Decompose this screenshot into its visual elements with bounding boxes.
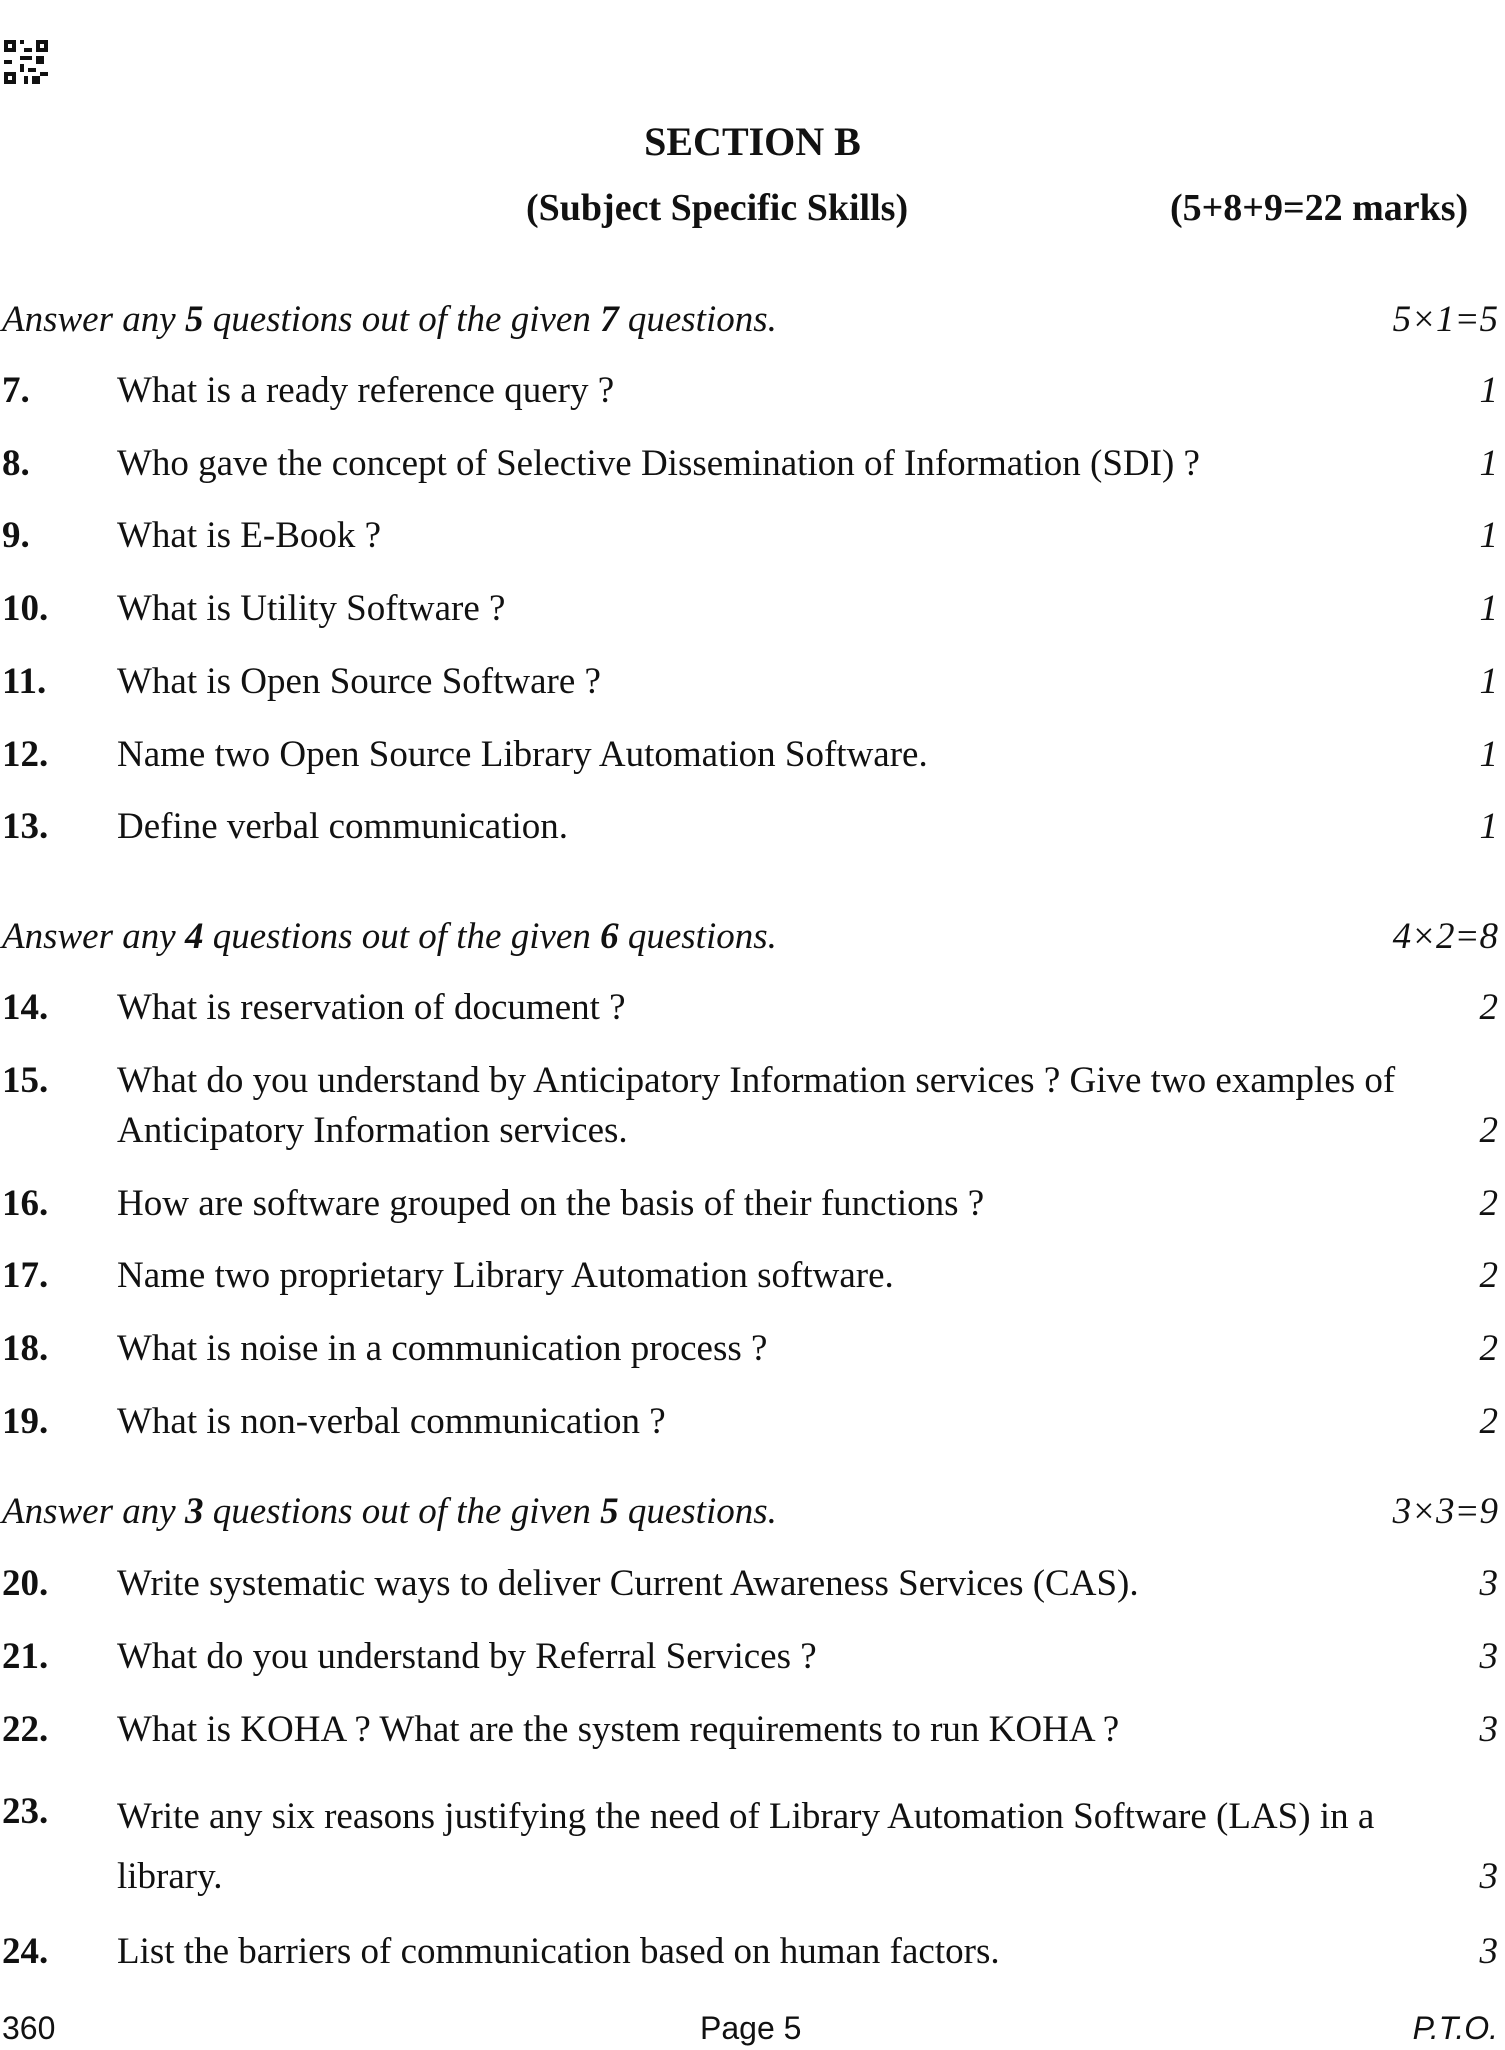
question-number: 24. (2, 1931, 49, 1972)
question-mark: 3 (1479, 1563, 1498, 1604)
question-mark: 1 (1479, 806, 1498, 847)
question-mark: 1 (1479, 370, 1498, 411)
question-mark: 2 (1479, 1328, 1498, 1369)
question-text: How are software grouped on the basis of their functions ? (117, 1183, 985, 1224)
question-mark: 3 (1479, 1709, 1498, 1750)
question-text: Write systematic ways to deliver Current Awareness Services (CAS). (117, 1563, 1139, 1604)
question-mark: 2 (1479, 1110, 1498, 1151)
question-text: What is E-Book ? (117, 515, 382, 556)
group-instruction (0, 915, 1500, 965)
instruction-text: Answer any 5 questions out of the given 7 questions. (2, 299, 777, 340)
question-number: 21. (2, 1636, 49, 1677)
question-text: What is reservation of document ? (117, 987, 626, 1028)
question-number: 23. (2, 1791, 49, 1832)
question-mark: 1 (1479, 588, 1498, 629)
question-mark: 2 (1479, 987, 1498, 1028)
question-text: Name two Open Source Library Automation Software. (117, 734, 928, 775)
page-footer (0, 2010, 1500, 2050)
instruction-marks: 5×1=5 (1392, 299, 1498, 340)
question-mark: 2 (1479, 1255, 1498, 1296)
section-marks-total: (5+8+9=22 marks) (1170, 187, 1469, 229)
section-title: SECTION B (644, 119, 861, 164)
group-instruction (0, 1490, 1500, 1540)
question-number: 7. (2, 370, 30, 411)
paper-code: 360 (2, 2010, 56, 2046)
question-mark: 3 (1479, 1636, 1498, 1677)
question-number: 8. (2, 443, 30, 484)
question-mark: 1 (1479, 661, 1498, 702)
question-text: Who gave the concept of Selective Dissemination of Information (SDI) ? (117, 443, 1200, 484)
group-instruction (0, 298, 1500, 348)
question-text: What is KOHA ? What are the system requirements to run KOHA ? (117, 1709, 1120, 1750)
question-number: 16. (2, 1183, 49, 1224)
question-text: What is Utility Software ? (117, 588, 506, 629)
question-mark: 1 (1479, 734, 1498, 775)
instruction-text: Answer any 4 questions out of the given 6 questions. (2, 916, 777, 957)
question-number: 17. (2, 1255, 49, 1296)
question-text: Name two proprietary Library Automation software. (117, 1255, 894, 1296)
question-mark: 1 (1479, 443, 1498, 484)
question-mark: 2 (1479, 1401, 1498, 1442)
question-number: 22. (2, 1709, 49, 1750)
instruction-marks: 4×2=8 (1392, 916, 1498, 957)
question-text: What is non-verbal communication ? (117, 1401, 666, 1442)
question-text: List the barriers of communication based on human factors. (117, 1931, 1000, 1972)
question-number: 14. (2, 987, 49, 1028)
question-number: 13. (2, 806, 49, 847)
question-number: 11. (2, 661, 47, 702)
question-number: 19. (2, 1401, 49, 1442)
question-number: 20. (2, 1563, 49, 1604)
question-text: What is a ready reference query ? (117, 370, 615, 411)
question-mark: 1 (1479, 515, 1498, 556)
qr-code-icon (4, 40, 48, 84)
pto-label: P.T.O. (1412, 2010, 1498, 2046)
question-number: 12. (2, 734, 49, 775)
instruction-marks: 3×3=9 (1392, 1491, 1498, 1532)
question-text: Define verbal communication. (117, 806, 569, 847)
question-text: What is Open Source Software ? (117, 661, 601, 702)
page-number: Page 5 (700, 2010, 802, 2046)
question-number: 9. (2, 515, 30, 556)
question-mark: 3 (1479, 1856, 1498, 1897)
instruction-text: Answer any 3 questions out of the given 5 questions. (2, 1491, 777, 1532)
question-text: What is noise in a communication process ? (117, 1328, 768, 1369)
question-number: 10. (2, 588, 49, 629)
question-text: What do you understand by Referral Services ? (117, 1636, 817, 1677)
question-text: Write any six reasons justifying the need of Library Automation Software (LAS) in a library. (117, 1796, 1375, 1897)
question-number: 18. (2, 1328, 49, 1369)
question-mark: 3 (1479, 1931, 1498, 1972)
section-subtitle: (Subject Specific Skills) (526, 187, 909, 229)
question-number: 15. (2, 1060, 49, 1101)
question-mark: 2 (1479, 1183, 1498, 1224)
question-text: What do you understand by Anticipatory Information services ? Give two examples of Anticipatory Information services. (117, 1060, 1396, 1151)
